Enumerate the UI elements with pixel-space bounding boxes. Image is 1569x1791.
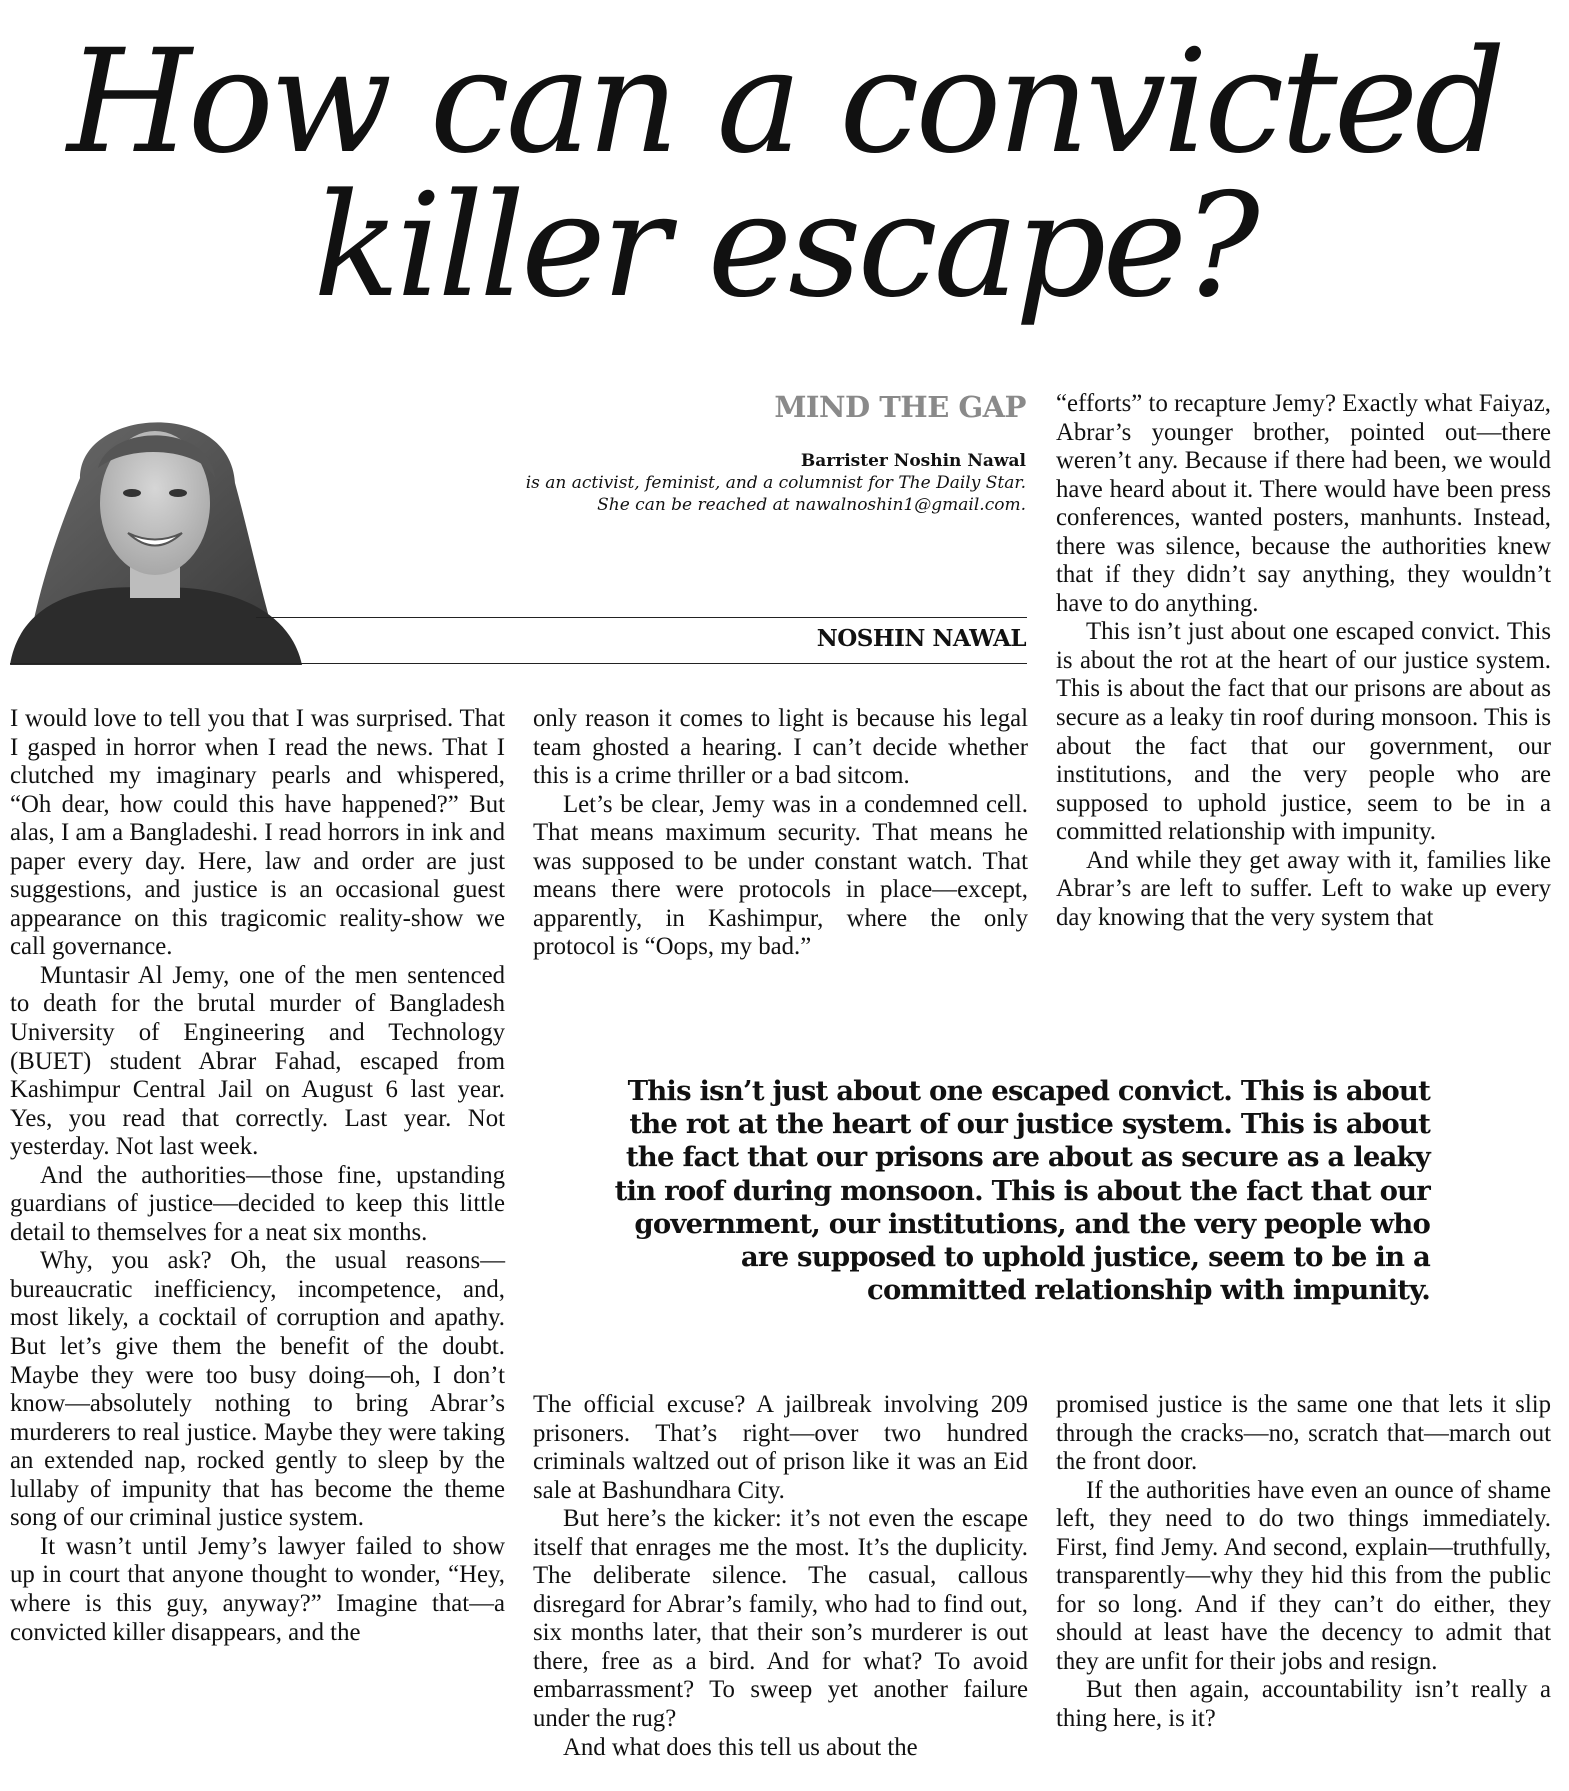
paragraph: only reason it comes to light is because his legal team ghosted a hearing. I can’t decide whether this is a crime thriller or a bad sitcom. [533, 705, 1028, 790]
paragraph: But then again, accountability isn’t really a thing here, is it? [1056, 1676, 1551, 1733]
paragraph: And while they get away with it, families like Abrar’s are left to suffer. Left to wake up every day knowing that the very system that [1056, 846, 1551, 931]
paragraph: promised justice is the same one that lets it slip through the cracks—no, scratch that—march out the front door. [1056, 1391, 1551, 1476]
bio-description: is an activist, feminist, and a columnist for The Daily Star. [525, 473, 1026, 493]
paragraph: Why, you ask? Oh, the usual reasons—bureaucratic inefficiency, incompetence, and, most likely, a cocktail of corruption and apathy. But let’s give them the benefit of the doubt. Maybe they were too busy doing—oh, I don’t know—absolutely nothing to bring Abrar’s murderers to real justice. Maybe they were taking an extended nap, rocked gently to sleep by the lullaby of impunity that has become the theme song of our criminal justice system. [10, 1247, 505, 1532]
paragraph: And the authorities—those fine, upstanding guardians of justice—decided to keep this little detail to themselves for a neat six months. [10, 1161, 505, 1246]
column-name: MIND THE GAP [774, 390, 1026, 424]
paragraph: Let’s be clear, Jemy was in a condemned cell. That means maximum security. That means he was supposed to be under constant watch. That means there were protocols in place—except, apparently, in Kashimpur, where the only protocol is “Oops, my bad.” [533, 790, 1028, 961]
headline-line-1: How can a convicted [67, 18, 1502, 185]
body-column-2-bottom [533, 1391, 1028, 1762]
body-column-2-top [533, 705, 1028, 962]
paragraph: It wasn’t until Jemy’s lawyer failed to show up in court that anyone thought to wonder, “Hey, where is this guy, anyway?” Imagine that—a convicted killer disappears, and the [10, 1532, 505, 1646]
headline [0, 18, 1569, 329]
pull-quote: This isn’t just about one escaped convict. This is about the rot at the heart of our justice system. This is about the fact that our prisons are about as secure as a leaky tin roof during monsoon. This is about the fact that our government, our institutions, and the very people who are supposed to uphold justice, seem to be in a committed relationship with impunity. [614, 1075, 1430, 1307]
author-photo [10, 388, 302, 665]
byline-rule-top [256, 617, 1027, 618]
headline-line-2: killer escape? [313, 162, 1256, 329]
paragraph: I would love to tell you that I was surprised. That I gasped in horror when I read the news. That I clutched my imaginary pearls and whispered, “Oh dear, how could this have happened?” But alas, I am a Bangladeshi. I read horrors in ink and paper every day. Here, law and order are just suggestions, and justice is an occasional guest appearance on this tragicomic reality-show we call governance. [10, 705, 505, 961]
body-column-3-bottom [1056, 1391, 1551, 1734]
author-bio [466, 450, 1026, 516]
paragraph: But here’s the kicker: it’s not even the escape itself that enrages me the most. It’s the duplicity. The deliberate silence. The casual, callous disregard for Abrar’s family, who had to find out, six months later, that their son’s murderer is out there, free as a bird. And for what? To avoid embarrassment? To sweep yet another failure under the rug? [533, 1505, 1028, 1733]
byline-rule-bottom [10, 663, 1027, 664]
bio-contact: She can be reached at nawalnoshin1@gmail.com. [597, 495, 1026, 515]
body-column-3-top [1056, 390, 1551, 932]
paragraph: The official excuse? A jailbreak involving 209 prisoners. That’s right—over two hundred criminals waltzed out of prison like it was an Eid sale at Bashundhara City. [533, 1391, 1028, 1504]
paragraph: And what does this tell us about the [563, 1733, 918, 1761]
paragraph: This isn’t just about one escaped convict. This is about the rot at the heart of our justice system. This is about the fact that our prisons are about as secure as a leaky tin roof during monsoon. This is about the fact that our government, our institutions, and the very people who are supposed to uphold justice, seem to be in a committed relationship with impunity. [1056, 618, 1551, 846]
paragraph: Muntasir Al Jemy, one of the men sentenced to death for the brutal murder of Bangladesh University of Engineering and Technology (BUET) student Abrar Fahad, escaped from Kashimpur Central Jail on August 6 last year. Yes, you read that correctly. Last year. Not yesterday. Not last week. [10, 961, 505, 1161]
body-column-1 [10, 705, 505, 1647]
bio-author-name: Barrister Noshin Nawal [800, 451, 1026, 471]
byline: NOSHIN NAWAL [816, 625, 1026, 652]
paragraph: If the authorities have even an ounce of shame left, they need to do two things immediately. First, find Jemy. And second, explain—truthfully, transparently—why they hid this from the public for so long. And if they can’t do either, they should at least have the decency to admit that they are unfit for their jobs and resign. [1056, 1476, 1551, 1675]
paragraph: “efforts” to recapture Jemy? Exactly what Faiyaz, Abrar’s younger brother, pointed out—there weren’t any. Because if there had been, we would have heard about it. There would have been press conferences, wanted posters, manhunts. Instead, there was silence, because the authorities knew that if they didn’t say anything, they wouldn’t have to do anything. [1056, 390, 1551, 617]
author-portrait-image [10, 388, 302, 665]
